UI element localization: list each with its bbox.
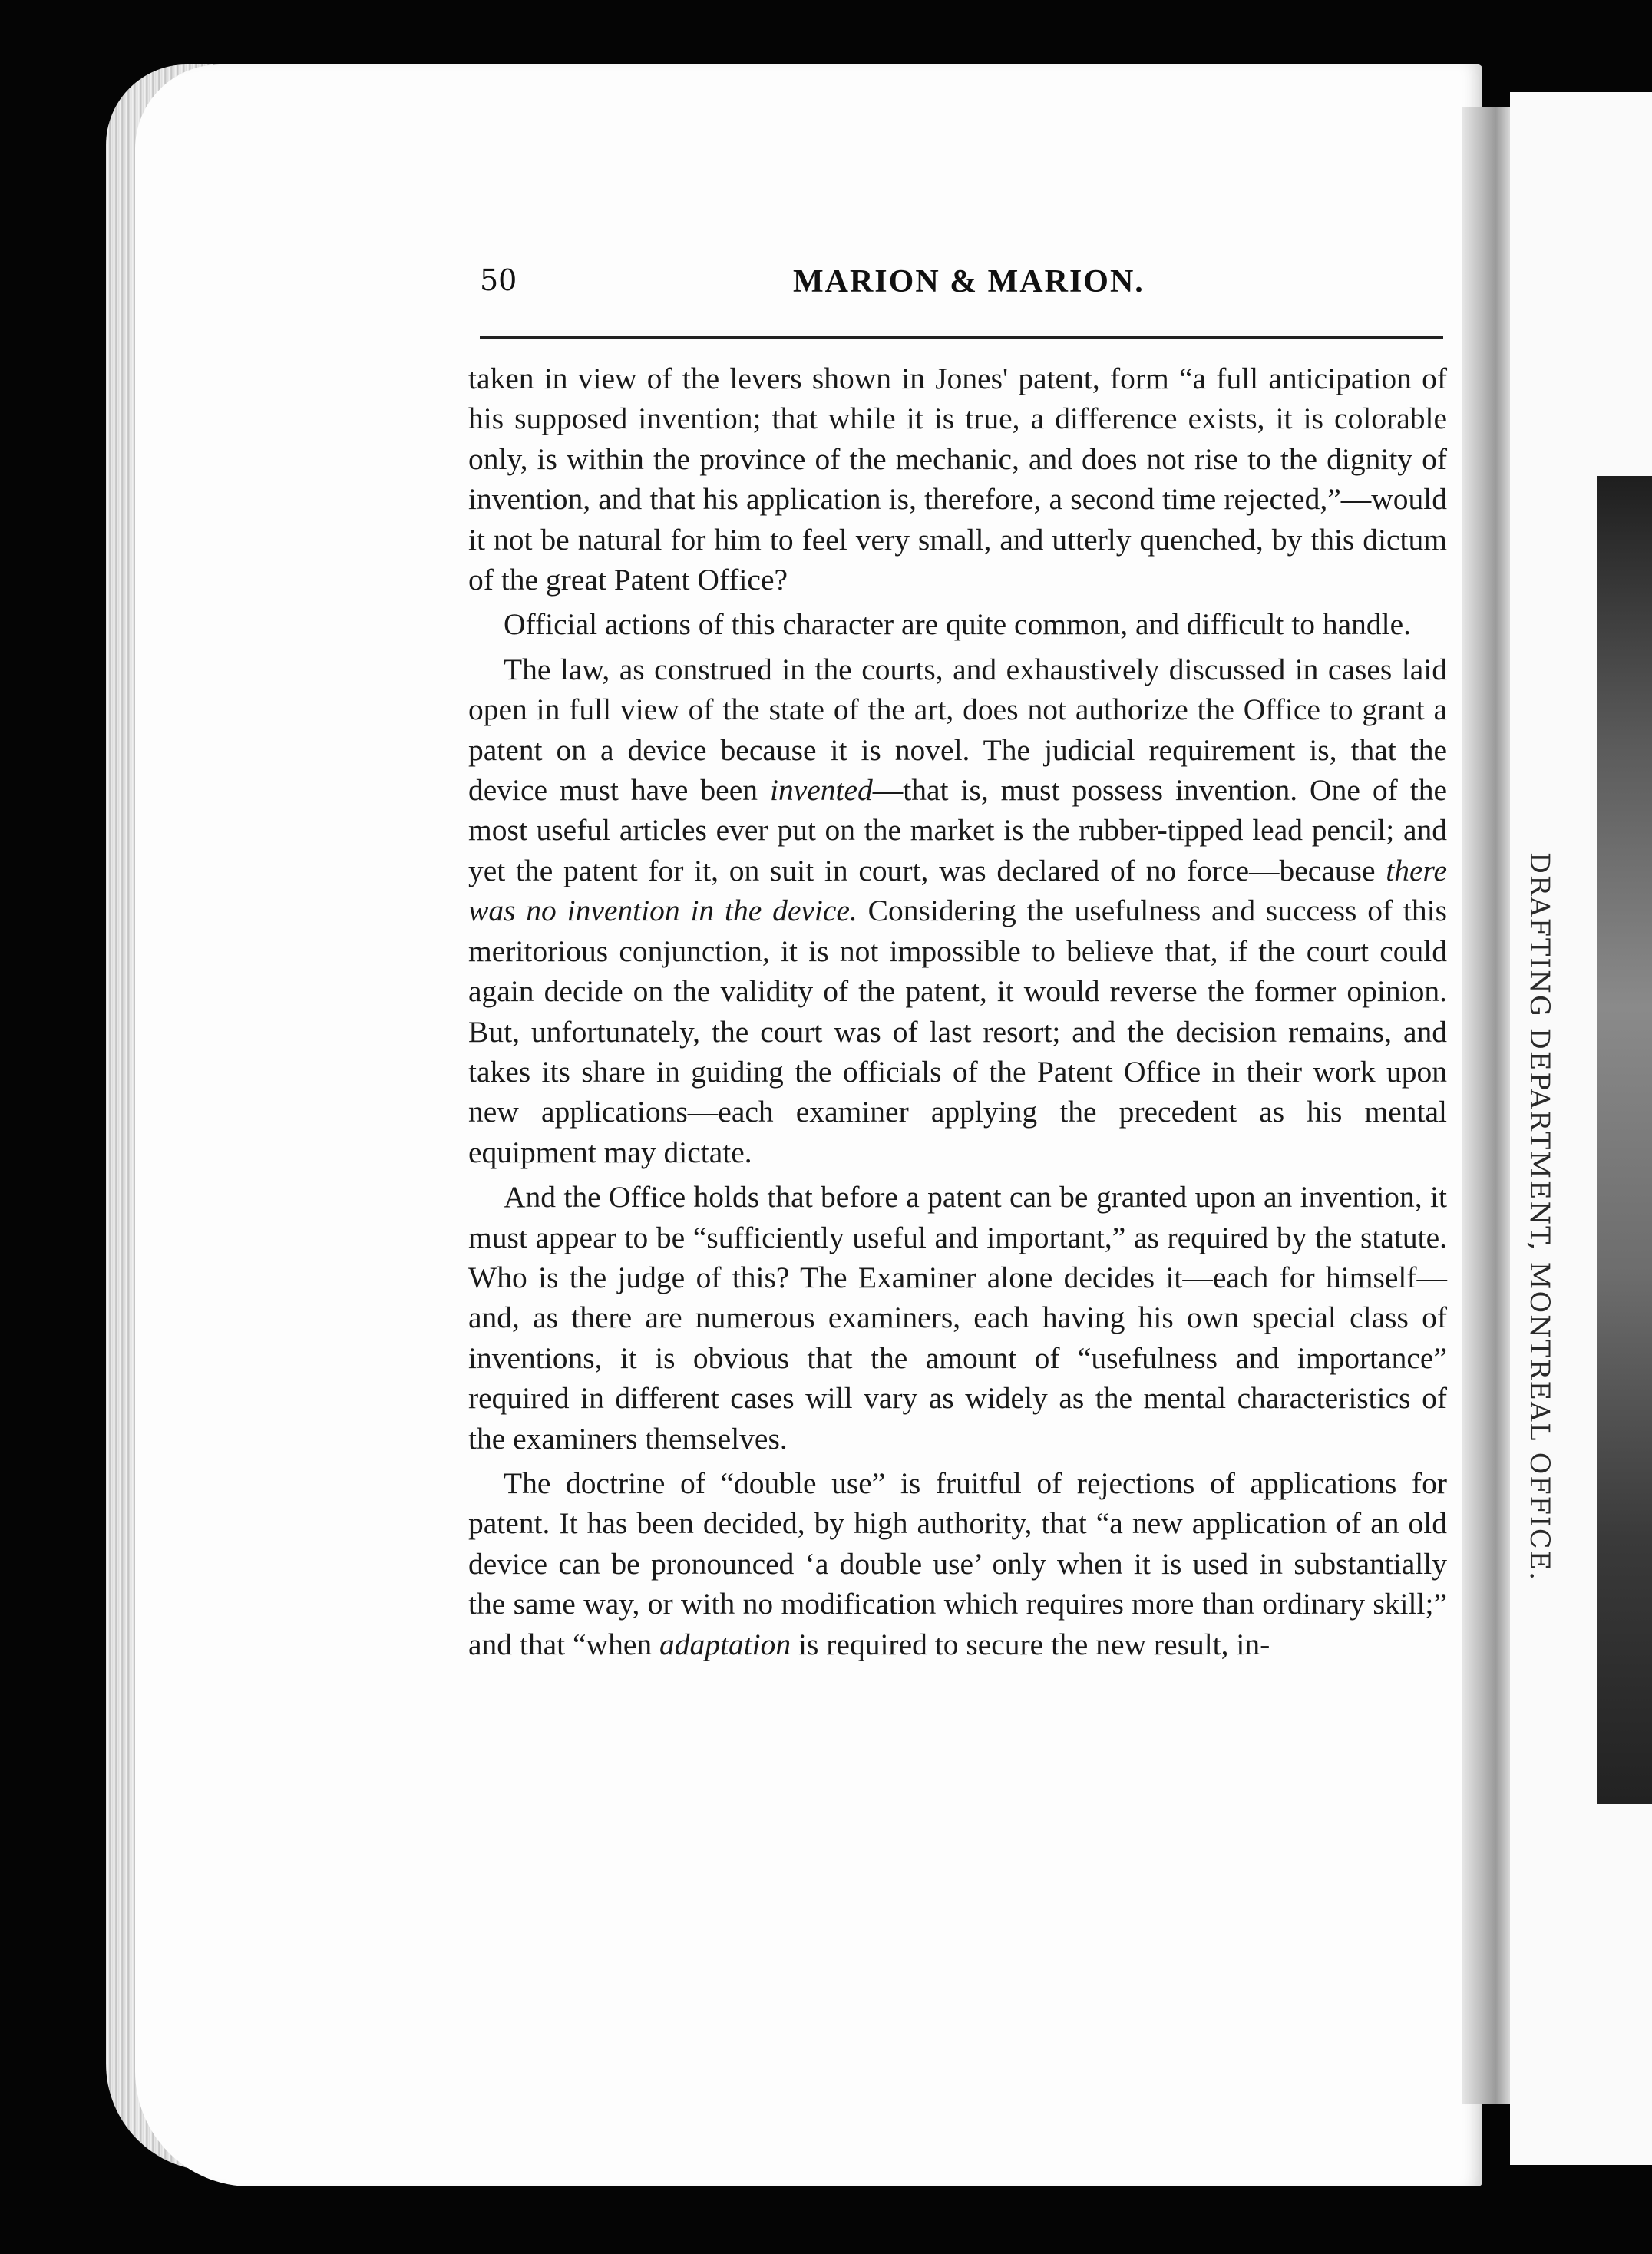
paragraph-3-text-c: —that is, must possess invention. One of the most useful articles ever put on the market is the rubber-tipped lead pencil; and yet the patent for it, on suit in court, was declared of no force—because <box>468 773 1447 887</box>
header-rule <box>480 336 1443 339</box>
paragraph-5-text-a: The doctrine of “double use” is fruitful of rejections of applications for patent. It has been decided, by high authority, that “a new application of an old device can be pronounced ‘a double use’ only when it is used in substantially the same way, or with no modification which requires more than ordinary skill;” and that “when <box>468 1466 1447 1661</box>
paragraph-2: Official actions of this character are quite common, and difficult to handle. <box>504 607 1412 642</box>
body-text <box>468 359 1447 1669</box>
facing-page-caption: DRAFTING DEPARTMENT, MONTREAL OFFICE. <box>1524 852 1555 1582</box>
paragraph-3-text-e: Considering the usefulness and success of this meritorious conjunction, it is not impossible to believe that, if the court could again decide on the validity of the patent, it would reverse the former opinion. But, unfortunately, the court was of last resort; and the decision remains, and takes its share in guiding the officials of the Patent Office in their work upon new applications—each examiner applying the precedent as his mental equipment may dictate. <box>468 894 1447 1169</box>
facing-page-photograph <box>1597 476 1652 1804</box>
paragraph-4: And the Office holds that before a patent can be granted upon an invention, it must appear to be “sufficiently useful and important,” as required by the statute. Who is the judge of this? The Examiner alone decides it—each for himself—and, as there are numerous examiners, each having his own special class of inventions, it is obvious that the amount of “usefulness and importance” required in different cases will vary as widely as the mental characteristics of the examiners themselves. <box>468 1180 1447 1456</box>
paragraph-3-italic-invented: invented <box>769 773 873 808</box>
page-number: 50 <box>480 263 517 297</box>
paragraph-1: taken in view of the levers shown in Jones' patent, form “a full anticipation of his supposed invention; that while it is true, a difference exists, it is colorable only, is within the province of the mechanic, and does not rise to the dignity of invention, and that his application is, therefore, a second time rejected,”—would it not be natural for him to feel very small, and utterly quenched, by this dictum of the great Patent Office? <box>468 362 1447 597</box>
paragraph-3-italic-no-invention: there was no invention in the device. <box>468 853 1447 928</box>
paragraph-5-text-c: is required to secure the new result, in- <box>791 1627 1270 1661</box>
paragraph-3-text-a: The law, as construed in the courts, and exhaustively discussed in cases laid open in full view of the state of the art, does not authorize the Office to grant a patent on a device because it is novel. The judicial requirement is, that the device must have been <box>468 652 1447 808</box>
paragraph-3 <box>468 649 1447 1172</box>
paragraph-5 <box>468 1463 1447 1664</box>
paragraph-5-italic-adaptation: adaptation <box>659 1627 791 1661</box>
book-gutter <box>1462 107 1510 2104</box>
running-head <box>480 263 1439 325</box>
page-header-title: MARION & MARION. <box>793 264 1145 299</box>
